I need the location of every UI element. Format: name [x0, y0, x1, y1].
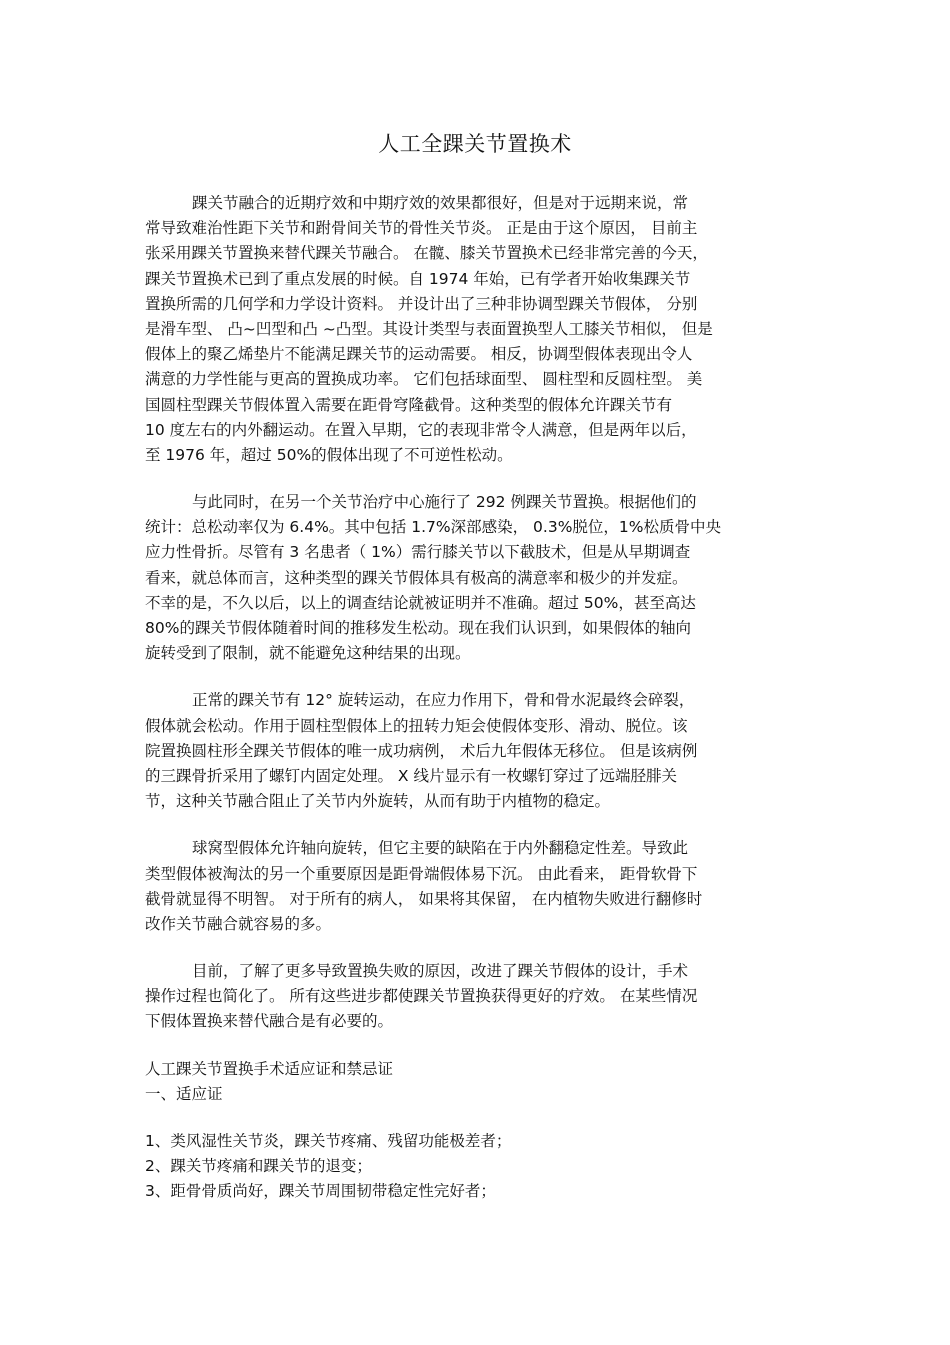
- text-line: 假体上的聚乙烯垫片不能满足踝关节的运动需要。 相反，协调型假体表现出令人: [145, 345, 693, 364]
- text-line: 操作过程也简化了。 所有这些进步都使踝关节置换获得更好的疗效。 在某些情况: [145, 987, 698, 1006]
- paragraph-3: [145, 688, 810, 814]
- text-line: 国圆柱型踝关节假体置入需要在距骨穹隆截骨。这种类型的假体允许踝关节有: [145, 395, 673, 414]
- text-line: 旋转受到了限制，就不能避免这种结果的出现。: [145, 644, 471, 663]
- text-line: 不幸的是，不久以后，以上的调查结论就被证明并不准确。超过 50%，甚至高达: [145, 593, 696, 612]
- indication-list: [145, 1129, 810, 1205]
- list-item: 1、类风湿性关节炎，踝关节疼痛、残留功能极差者；: [145, 1132, 512, 1150]
- document-title: 人工全踝关节置换术: [378, 132, 572, 156]
- paragraph-2: [145, 490, 810, 666]
- text-line: 类型假体被淘汰的另一个重要原因是距骨端假体易下沉。 由此看来， 距骨软骨下: [145, 864, 698, 883]
- text-line: 满意的力学性能与更高的置换成功率。 它们包括球面型、 圆柱型和反圆柱型。 美: [145, 370, 703, 389]
- text-line: 的三踝骨折采用了螺钉内固定处理。 X 线片显示有一枚螺钉穿过了远端胫腓关: [145, 766, 677, 785]
- text-line: 院置换圆柱形全踝关节假体的唯一成功病例， 术后九年假体无移位。 但是该病例: [145, 741, 698, 760]
- document-body: [145, 191, 810, 1205]
- text-line: 是滑车型、 凸~凹型和凸 ~凸型。其设计类型与表面置换型人工膝关节相似， 但是: [145, 319, 713, 338]
- text-line: 应力性骨折。尽管有 3 名患者（ 1%）需行膝关节以下截肢术，但是从早期调查: [145, 543, 691, 562]
- text-line: 置换所需的几何学和力学设计资料。 并设计出了三种非协调型踝关节假体， 分别: [145, 294, 698, 313]
- text-line: 常导致难治性距下关节和跗骨间关节的骨性关节炎。 正是由于这个原因， 目前主: [145, 219, 698, 238]
- paragraph-1: [145, 191, 810, 468]
- text-line: 下假体置换来替代融合是有必要的。: [145, 1012, 394, 1031]
- text-line: 踝关节置换术已到了重点发展的时候。自 1974 年始，已有学者开始收集踝关节: [145, 269, 691, 288]
- text-line: 改作关节融合就容易的多。: [145, 914, 332, 933]
- list-item: 3、距骨骨质尚好，踝关节周围韧带稳定性完好者；: [145, 1182, 496, 1201]
- text-line: 10 度左右的内外翻运动。在置入早期，它的表现非常令人满意，但是两年以后，: [145, 420, 697, 439]
- text-line: 球窝型假体允许轴向旋转，但它主要的缺陷在于内外翻稳定性差。导致此: [192, 839, 689, 858]
- section-heading: 人工踝关节置换手术适应证和禁忌证: [145, 1059, 394, 1078]
- text-line: 踝关节融合的近期疗效和中期疗效的效果都很好，但是对于远期来说，常: [192, 194, 689, 212]
- text-line: 截骨就显得不明智。 对于所有的病人， 如果将其保留， 在内植物失败进行翻修时: [145, 889, 703, 908]
- text-line: 张采用踝关节置换来替代踝关节融合。 在髋、膝关节置换术已经非常完善的今天，: [145, 244, 708, 263]
- list-item: 2、踝关节疼痛和踝关节的退变；: [145, 1157, 372, 1176]
- subsection-heading: 一、适应证: [145, 1084, 223, 1103]
- text-line: 80%的踝关节假体随着时间的推移发生松动。现在我们认识到，如果假体的轴向: [145, 619, 691, 637]
- text-line: 统计：总松动率仅为 6.4%。其中包括 1.7%深部感染， 0.3%脱位，1%松质骨中央: [145, 518, 722, 537]
- text-line: 目前，了解了更多导致置换失败的原因，改进了踝关节假体的设计，手术: [192, 962, 689, 981]
- paragraph-5: [145, 959, 810, 1035]
- text-line: 看来，就总体而言，这种类型的踝关节假体具有极高的满意率和极少的并发症。: [145, 568, 688, 587]
- text-line: 正常的踝关节有 12° 旋转运动，在应力作用下，骨和骨水泥最终会碎裂，: [192, 691, 695, 710]
- text-line: 假体就会松动。作用于圆柱型假体上的扭转力矩会使假体变形、滑动、脱位。该: [145, 716, 688, 735]
- text-line: 至 1976 年，超过 50%的假体出现了不可逆性松动。: [145, 445, 513, 464]
- text-line: 与此同时，在另一个关节治疗中心施行了 292 例踝关节置换。根据他们的: [192, 493, 697, 512]
- paragraph-4: [145, 836, 810, 937]
- text-line: 节，这种关节融合阻止了关节内外旋转，从而有助于内植物的稳定。: [145, 792, 611, 811]
